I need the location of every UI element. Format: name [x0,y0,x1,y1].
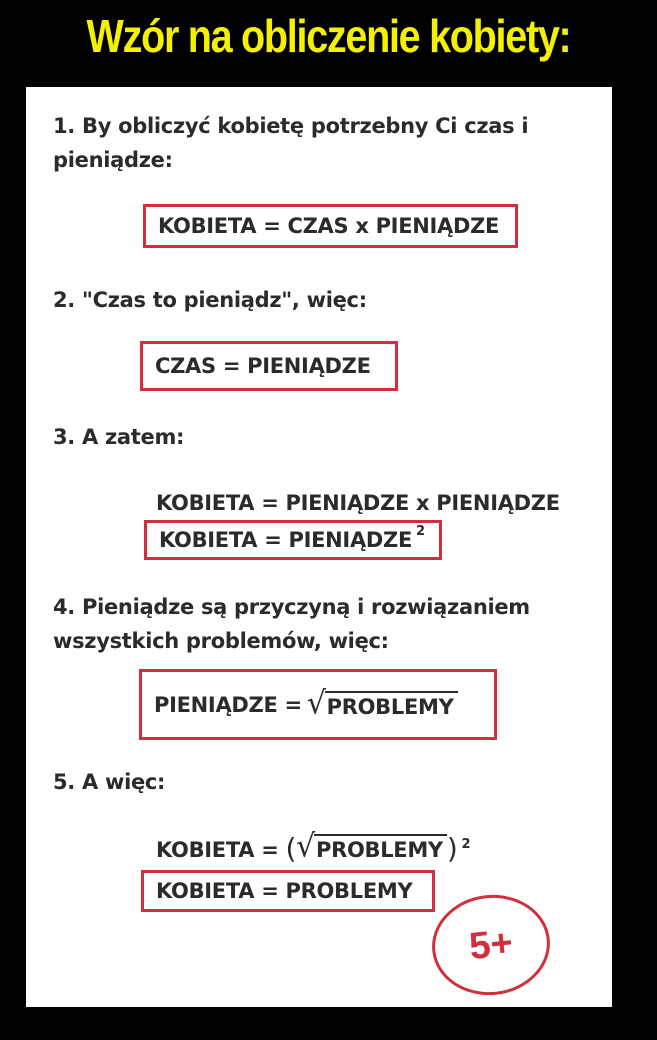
grade-stamp [427,889,555,1001]
square-root-icon: √ [306,685,326,722]
step-5-result: KOBIETA = PROBLEMY [156,879,413,903]
step-5-prefix: KOBIETA = [156,838,279,862]
step-1-result: KOBIETA = CZAS x PIENIĄDZE [158,214,500,238]
square-root-icon: √ [296,828,315,865]
step-5-result-box [141,870,435,912]
step-3-formula: KOBIETA = PIENIĄDZE x PIENIĄDZE [156,491,560,515]
step-1-text: 1. By obliczyć kobietę potrzebny Ci czas i pieniądze: [53,114,529,172]
step-5-sqrt [296,828,447,865]
step-2-text: 2. "Czas to pieniądz", więc: [53,288,367,312]
step-5-formula [156,828,471,869]
page-title: Wzór na obliczenie kobiety: [86,10,571,62]
step-4-text: 4. Pieniądze są przyczyną i rozwiązaniem wszystkich problemów, więc: [53,595,530,653]
left-paren: ( [285,832,297,865]
step-3-text: 3. A zatem: [53,425,185,449]
right-paren: ) [446,832,458,865]
step-5-exponent: 2 [461,837,471,852]
step-3-result-box [144,520,442,560]
step-5-radicand: PROBLEMY [314,834,447,862]
step-4-prefix: PIENIĄDZE = [154,692,302,717]
step-3-result: KOBIETA = PIENIĄDZE [159,528,413,552]
formula-card [26,87,612,1007]
step-1-result-box [143,204,518,248]
step-3-exponent: 2 [416,523,425,539]
step-4-result-box [139,669,497,740]
step-4-radicand: PROBLEMY [325,691,458,719]
grade-text: 5+ [467,921,515,968]
step-2-result: CZAS = PIENIĄDZE [155,354,371,378]
step-2-result-box [140,341,398,391]
step-5-text: 5. A więc: [53,770,166,794]
step-4-sqrt [307,687,458,722]
